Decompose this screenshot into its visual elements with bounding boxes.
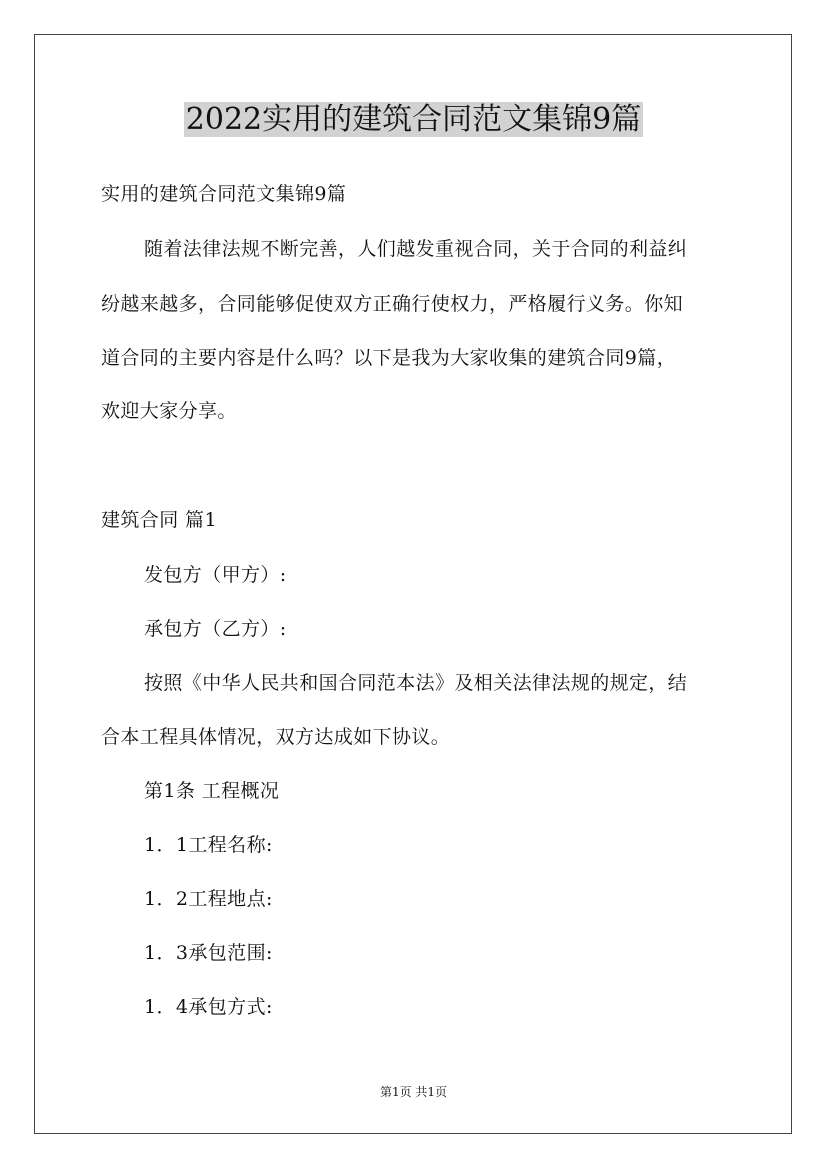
party-b-line: 承包方（乙方）: bbox=[144, 618, 287, 640]
intro-line-4: 欢迎大家分享。 bbox=[101, 400, 237, 422]
intro-line-3: 道合同的主要内容是什么吗？以下是我为大家收集的建筑合同9篇， bbox=[101, 347, 677, 369]
clause-item: 1．4承包方式: bbox=[144, 996, 273, 1018]
intro-line-2: 纷越来越多，合同能够促使双方正确行使权力，严格履行义务。你知 bbox=[101, 293, 684, 315]
clause-item: 1．3承包范围: bbox=[144, 942, 273, 964]
article-heading: 第1条 工程概况 bbox=[144, 780, 280, 802]
basis-line-2: 合本工程具体情况，双方达成如下协议。 bbox=[101, 726, 451, 748]
basis-line-1: 按照《中华人民共和国合同范本法》及相关法律法规的规定，结 bbox=[144, 672, 688, 694]
clause-item: 1．2工程地点: bbox=[144, 888, 273, 910]
clause-item: 1．1工程名称: bbox=[144, 834, 273, 856]
document-subtitle: 实用的建筑合同范文集锦9篇 bbox=[101, 183, 347, 205]
page-footer: 第1页 共1页 bbox=[379, 1085, 448, 1099]
intro-line-1: 随着法律法规不断完善，人们越发重视合同，关于合同的利益纠 bbox=[144, 238, 688, 260]
section-heading: 建筑合同 篇1 bbox=[101, 509, 217, 531]
party-a-line: 发包方（甲方）: bbox=[144, 564, 287, 586]
document-title: 2022实用的建筑合同范文集锦9篇 bbox=[185, 102, 642, 137]
